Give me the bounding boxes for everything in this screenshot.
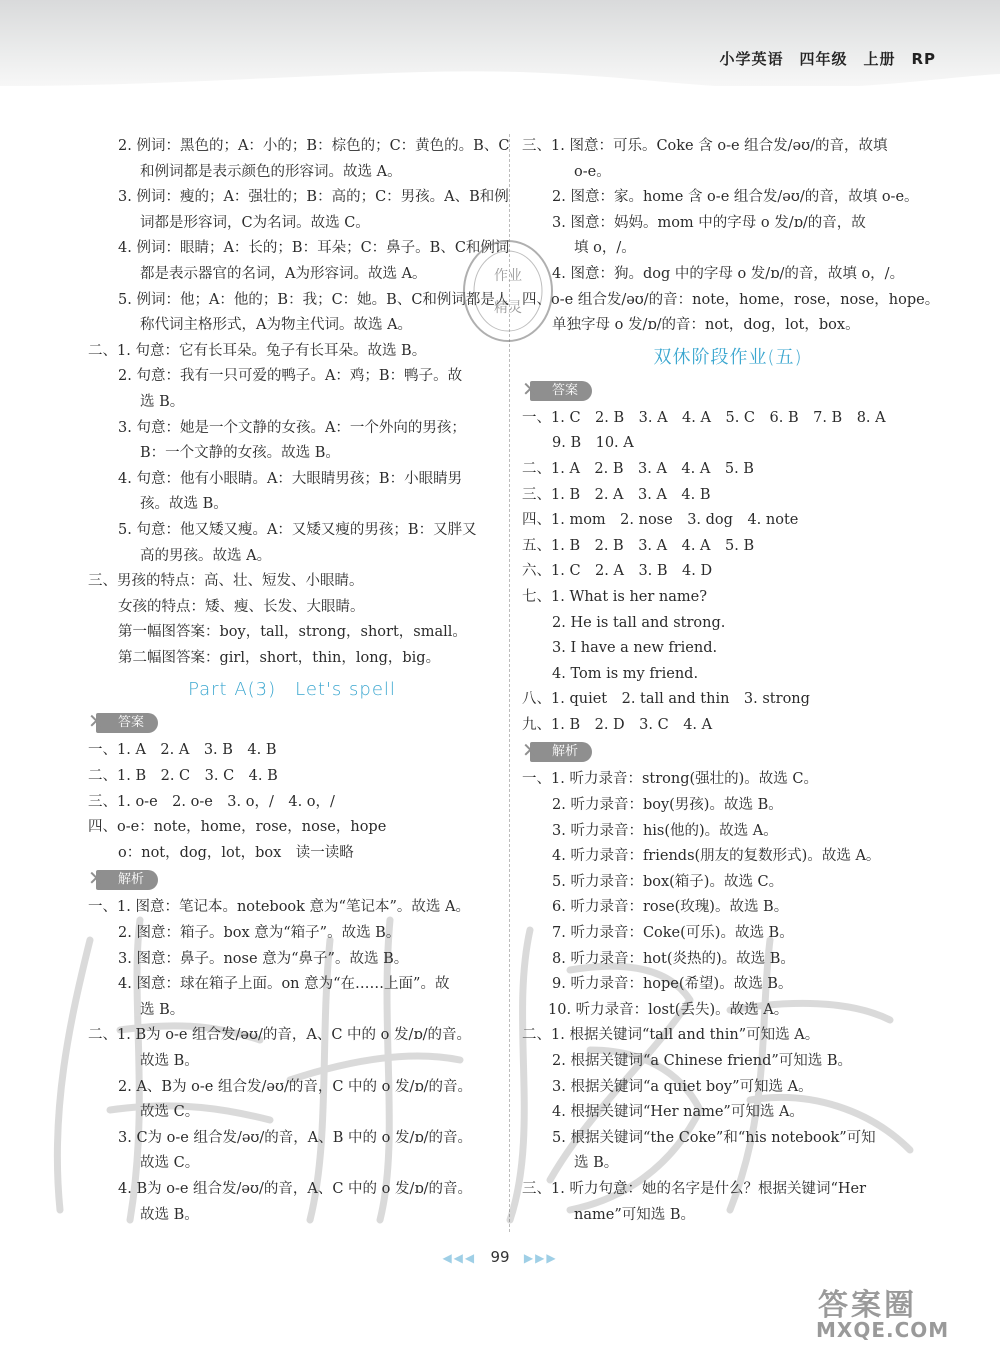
label-pill-badge bbox=[88, 866, 158, 891]
answer-line: 4. 听力录音：friends(朋友的复数形式)。故选 A。 bbox=[552, 848, 881, 865]
section-heading: 双休阶段作业(五) bbox=[653, 346, 803, 368]
answer-line: 5. 根据关键词“the Coke”和“his notebook”可知 bbox=[552, 1129, 876, 1146]
answer-line: 5. 句意：他又矮又瘦。A：又矮又瘦的男孩；B：又胖又 bbox=[118, 521, 477, 538]
badge-cross-icon: ✕ bbox=[88, 866, 105, 891]
answer-line: 四、1. mom 2. nose 3. dog 4. note bbox=[522, 512, 799, 529]
label-pill bbox=[88, 866, 496, 895]
label-pill bbox=[522, 377, 934, 406]
right-column bbox=[522, 134, 940, 1228]
answer-line: 9. 听力录音：hope(希望)。故选 B。 bbox=[552, 976, 793, 993]
answer-line: 4. 句意：他有小眼睛。A：大眼睛男孩；B：小眼睛男 bbox=[118, 470, 463, 487]
answer-line: 2. 句意：我有一只可爱的鸭子。A：鸡；B：鸭子。故 bbox=[118, 368, 463, 385]
svg-text:精灵: 精灵 bbox=[494, 300, 522, 316]
answer-line: 5. 例词：他；A：他的；B：我；C：她。B、C和例词都是人 bbox=[118, 291, 510, 308]
answer-line: 3. 图意：鼻子。nose 意为“鼻子”。故选 B。 bbox=[118, 950, 409, 967]
badge-cross-icon: ✕ bbox=[88, 709, 105, 734]
answer-line: 四、o-e 组合发/əʊ/的音：note，home，rose，nose，hope。 bbox=[522, 291, 940, 308]
seal-stamp-icon bbox=[458, 236, 558, 346]
answer-line: 8. 听力录音：hot(炎热的)。故选 B。 bbox=[552, 950, 795, 967]
label-pill-text: 答案 bbox=[118, 715, 145, 731]
answer-line: 2. A、B为 o-e 组合发/əʊ/的音，C 中的 o 发/ɒ/的音。 bbox=[118, 1078, 473, 1095]
answer-line: 故选 C。 bbox=[140, 1104, 200, 1121]
header-bar bbox=[0, 0, 1000, 86]
label-pill-text: 解析 bbox=[118, 872, 145, 888]
answer-line: 一、1. 听力录音：strong(强壮的)。故选 C。 bbox=[522, 771, 819, 788]
answer-line: 单独字母 o 发/ɒ/的音：not，dog，lot，box。 bbox=[552, 317, 860, 334]
site-logo bbox=[812, 1280, 992, 1342]
page-number bbox=[0, 1248, 1000, 1266]
answer-line: 4. 图意：狗。dog 中的字母 o 发/ɒ/的音，故填 o，/。 bbox=[552, 265, 905, 282]
answer-line: 2. 根据关键词“a Chinese friend”可知选 B。 bbox=[552, 1053, 853, 1069]
answer-line: 七、1. What is her name? bbox=[522, 588, 708, 605]
answer-line: 二、1. B为 o-e 组合发/əʊ/的音，A、C 中的 o 发/ɒ/的音。 bbox=[88, 1027, 472, 1044]
answer-line: 三、1. 图意：可乐。Coke 含 o-e 组合发/əʊ/的音，故填 bbox=[522, 138, 888, 154]
answer-line: 三、1. B 2. A 3. A 4. B bbox=[522, 486, 711, 503]
answer-line: 选 B。 bbox=[140, 393, 185, 410]
answer-line: 2. 例词：黑色的；A：小的；B：棕色的；C：黄色的。B、C bbox=[118, 138, 510, 154]
answer-line: 词都是形容词，C为名词。故选 C。 bbox=[140, 214, 370, 231]
answer-line: 一、1. 图意：笔记本。notebook 意为“笔记本”。故选 A。 bbox=[88, 899, 470, 916]
answer-line: 9. B 10. A bbox=[552, 435, 634, 452]
label-pill-text: 答案 bbox=[552, 382, 579, 398]
label-pill bbox=[88, 709, 496, 738]
answer-line: 四、o-e：note，home，rose，nose，hope bbox=[88, 819, 387, 836]
logo-line2: MXQE.COM bbox=[816, 1318, 950, 1342]
page-number-value: 99 bbox=[490, 1248, 510, 1266]
answer-line: 都是表示器官的名词，A为形容词。故选 A。 bbox=[140, 265, 427, 282]
label-pill-badge bbox=[522, 738, 592, 763]
answer-line: 一、1. A 2. A 3. B 4. B bbox=[88, 742, 277, 759]
answer-line: 五、1. B 2. B 3. A 4. A 5. B bbox=[522, 537, 755, 554]
answer-line: 6. 听力录音：rose(玫瑰)。故选 B。 bbox=[552, 899, 789, 916]
answer-line: 2. He is tall and strong. bbox=[552, 614, 726, 631]
answer-line: 第一幅图答案：boy，tall，strong，short，small。 bbox=[118, 624, 467, 641]
answer-line: 称代词主格形式，A为物主代词。故选 A。 bbox=[140, 317, 413, 334]
prev-arrows-icon: ◀◀◀ bbox=[442, 1251, 477, 1265]
answer-line: 4. B为 o-e 组合发/əʊ/的音，A、C 中的 o 发/ɒ/的音。 bbox=[118, 1180, 473, 1197]
answer-line: 第二幅图答案：girl，short，thin，long，big。 bbox=[118, 649, 441, 666]
answer-line: 4. 根据关键词“Her name”可知选 A。 bbox=[552, 1104, 804, 1121]
answer-line: name”可知选 B。 bbox=[574, 1206, 695, 1223]
answer-line: B：一个文静的女孩。故选 B。 bbox=[140, 445, 340, 462]
answer-line: 5. 听力录音：box(箱子)。故选 C。 bbox=[552, 873, 784, 890]
answer-line: 九、1. B 2. D 3. C 4. A bbox=[522, 716, 713, 733]
answer-line: 孩。故选 B。 bbox=[140, 496, 228, 513]
answer-line: 3. I have a new friend. bbox=[552, 640, 718, 657]
badge-cross-icon: ✕ bbox=[522, 376, 539, 401]
answer-line: 3. 句意：她是一个文静的女孩。A：一个外向的男孩； bbox=[118, 419, 466, 436]
answer-line: 三、1. o-e 2. o-e 3. o，/ 4. o，/ bbox=[88, 793, 335, 810]
answer-line: o：not，dog，lot，box 读一读略 bbox=[118, 844, 354, 861]
answer-line: 三、男孩的特点：高、壮、短发、小眼睛。 bbox=[88, 573, 364, 590]
badge-cross-icon: ✕ bbox=[522, 738, 539, 763]
answer-line: 3. C为 o-e 组合发/əʊ/的音，A、B 中的 o 发/ɒ/的音。 bbox=[118, 1129, 473, 1146]
next-arrows-icon: ▶▶▶ bbox=[523, 1251, 558, 1265]
answer-line: 二、1. B 2. C 3. C 4. B bbox=[88, 768, 278, 785]
answer-line: 二、1. 根据关键词“tall and thin”可知选 A。 bbox=[522, 1027, 820, 1044]
answer-line: 故选 C。 bbox=[140, 1155, 200, 1172]
logo-line1: 答案圈 bbox=[818, 1288, 917, 1323]
answer-line: 10. 听力录音：lost(丢失)。故选 A。 bbox=[548, 1001, 789, 1018]
section-heading: Part A(3) Let's spell bbox=[188, 679, 396, 701]
answer-line: 3. 图意：妈妈。mom 中的字母 o 发/ɒ/的音，故 bbox=[552, 214, 866, 231]
answer-line: 二、1. A 2. B 3. A 4. A 5. B bbox=[522, 460, 754, 477]
answer-line: 2. 图意：家。home 含 o-e 组合发/əʊ/的音，故填 o-e。 bbox=[552, 189, 919, 206]
answer-line: 和例词都是表示颜色的形容词。故选 A。 bbox=[140, 163, 402, 180]
answer-line: 女孩的特点：矮、瘦、长发、大眼睛。 bbox=[118, 598, 365, 615]
answer-line: 2. 图意：箱子。box 意为“箱子”。故选 B。 bbox=[118, 925, 401, 942]
answer-line: 4. 例词：眼睛；A：长的；B：耳朵；C：鼻子。B、C和例词 bbox=[118, 240, 510, 257]
answer-line: 三、1. 听力句意：她的名字是什么？根据关键词“Her bbox=[522, 1180, 867, 1197]
answer-line: 六、1. C 2. A 3. B 4. D bbox=[522, 563, 713, 580]
label-pill bbox=[522, 738, 934, 767]
answer-line: 3. 例词：瘦的；A：强壮的；B：高的；C：男孩。A、B和例 bbox=[118, 189, 509, 206]
answer-line: 选 B。 bbox=[574, 1155, 619, 1172]
label-pill-badge bbox=[522, 376, 592, 401]
label-pill-text: 解析 bbox=[552, 744, 579, 760]
answer-line: 八、1. quiet 2. tall and thin 3. strong bbox=[522, 691, 810, 708]
answer-line: 3. 听力录音：his(他的)。故选 A。 bbox=[552, 822, 778, 839]
answer-line: 4. Tom is my friend. bbox=[552, 665, 699, 682]
answer-line: 故选 B。 bbox=[140, 1053, 199, 1069]
answer-line: 2. 听力录音：boy(男孩)。故选 B。 bbox=[552, 797, 783, 814]
answer-line: 7. 听力录音：Coke(可乐)。故选 B。 bbox=[552, 925, 794, 942]
answer-line: 3. 根据关键词“a quiet boy”可知选 A。 bbox=[552, 1078, 813, 1095]
svg-text:作业: 作业 bbox=[494, 268, 522, 284]
label-pill-badge bbox=[88, 709, 158, 734]
answer-line: 高的男孩。故选 A。 bbox=[140, 547, 272, 564]
answer-line: 填 o，/。 bbox=[574, 240, 636, 257]
answer-line: 故选 B。 bbox=[140, 1206, 199, 1223]
answer-line: 二、1. 句意：它有长耳朵。兔子有长耳朵。故选 B。 bbox=[88, 342, 427, 359]
header-title: 小学英语 四年级 上册 RP bbox=[719, 50, 936, 68]
answer-line: 选 B。 bbox=[140, 1001, 185, 1018]
answer-line: 4. 图意：球在箱子上面。on 意为“在……上面”。故 bbox=[118, 976, 450, 993]
answer-line: o-e。 bbox=[574, 163, 611, 180]
answer-line: 一、1. C 2. B 3. A 4. A 5. C 6. B 7. B 8. A bbox=[522, 409, 886, 426]
